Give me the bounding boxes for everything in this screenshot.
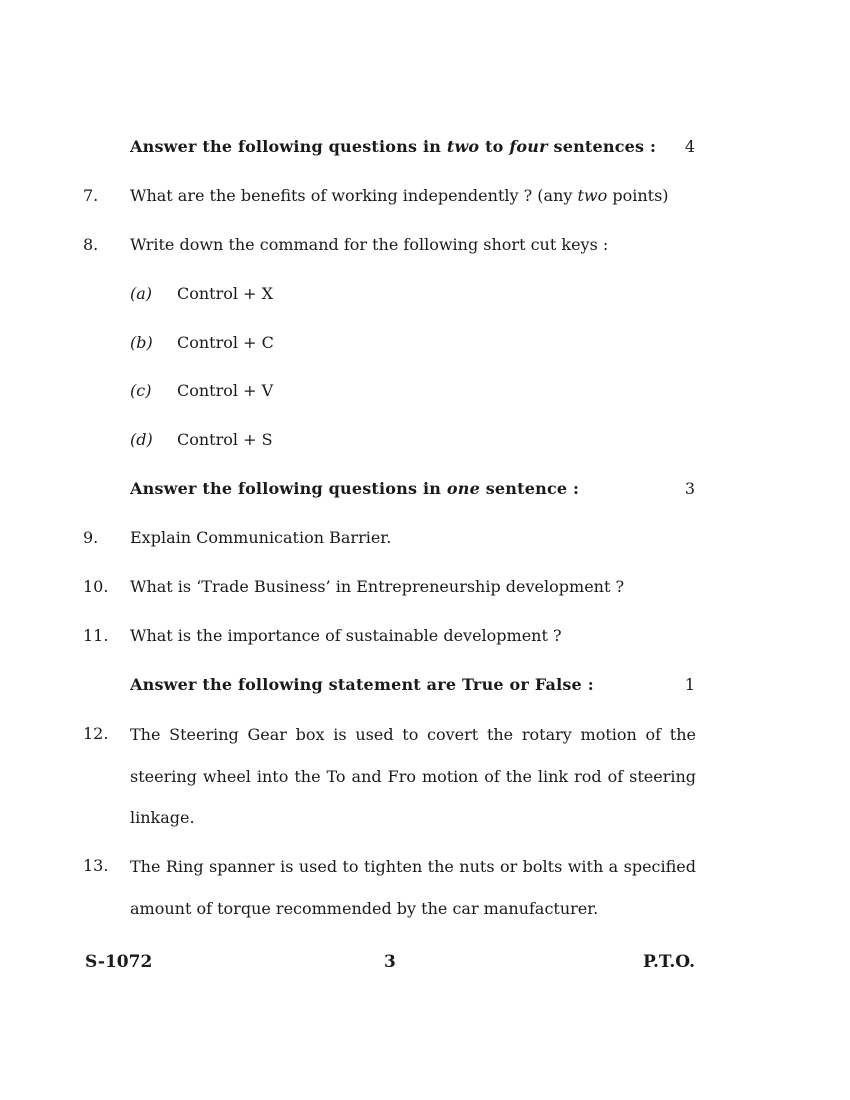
subquestion-text-c: Control + V	[177, 381, 274, 400]
subquestion-label-b: (b)	[130, 333, 153, 352]
question-text-part: What are the benefits of working independently ? (any	[130, 186, 578, 205]
heading-text: Answer the following questions in	[130, 137, 447, 156]
subquestion-label-a: (a)	[130, 284, 153, 303]
question-text-12: The Steering Gear box is used to covert the rotary motion of the steering wheel into the To and Fro motion of the link rod of steering linkage.	[130, 725, 696, 827]
question-number-9: 9.	[83, 528, 99, 547]
section-marks-3: 1	[684, 675, 695, 694]
question-text-9: Explain Communication Barrier.	[130, 528, 392, 547]
section-marks-1: 4	[684, 137, 695, 156]
question-number-10: 10.	[83, 577, 109, 596]
heading-text: sentence :	[479, 479, 580, 498]
question-text-part: points)	[607, 186, 669, 205]
subquestion-text-a: Control + X	[177, 284, 273, 303]
heading-text: to	[479, 137, 510, 156]
question-number-13: 13.	[83, 856, 109, 875]
heading-emphasis: two	[446, 137, 480, 156]
question-text-7	[130, 186, 669, 205]
question-number-8: 8.	[83, 235, 99, 254]
question-text-emphasis: two	[577, 186, 608, 205]
question-number-11: 11.	[83, 626, 109, 645]
section-heading-3: Answer the following statement are True or False :	[130, 675, 594, 694]
section-marks-2: 3	[684, 479, 695, 498]
question-text-13: The Ring spanner is used to tighten the nuts or bolts with a specified amount of torque recommended by the car manufacturer.	[130, 857, 696, 918]
question-number-12: 12.	[83, 724, 109, 743]
page-number: 3	[384, 952, 396, 972]
subquestion-text-d: Control + S	[177, 430, 273, 449]
question-text-8: Write down the command for the following short cut keys :	[130, 235, 609, 254]
subquestion-label-c: (c)	[130, 381, 152, 400]
question-text-10: What is ‘Trade Business’ in Entrepreneurship development ?	[130, 577, 625, 596]
question-number-7: 7.	[83, 186, 99, 205]
section-heading-1	[130, 137, 656, 156]
section-heading-2	[130, 479, 579, 498]
question-text-11: What is the importance of sustainable development ?	[130, 626, 562, 645]
subquestion-text-b: Control + C	[177, 333, 274, 352]
subquestion-label-d: (d)	[130, 430, 153, 449]
pto-label: P.T.O.	[643, 952, 695, 972]
heading-emphasis: four	[509, 137, 548, 156]
paper-code: S-1072	[85, 952, 153, 972]
heading-text: sentences :	[547, 137, 657, 156]
heading-emphasis: one	[446, 479, 480, 498]
heading-text: Answer the following questions in	[130, 479, 447, 498]
